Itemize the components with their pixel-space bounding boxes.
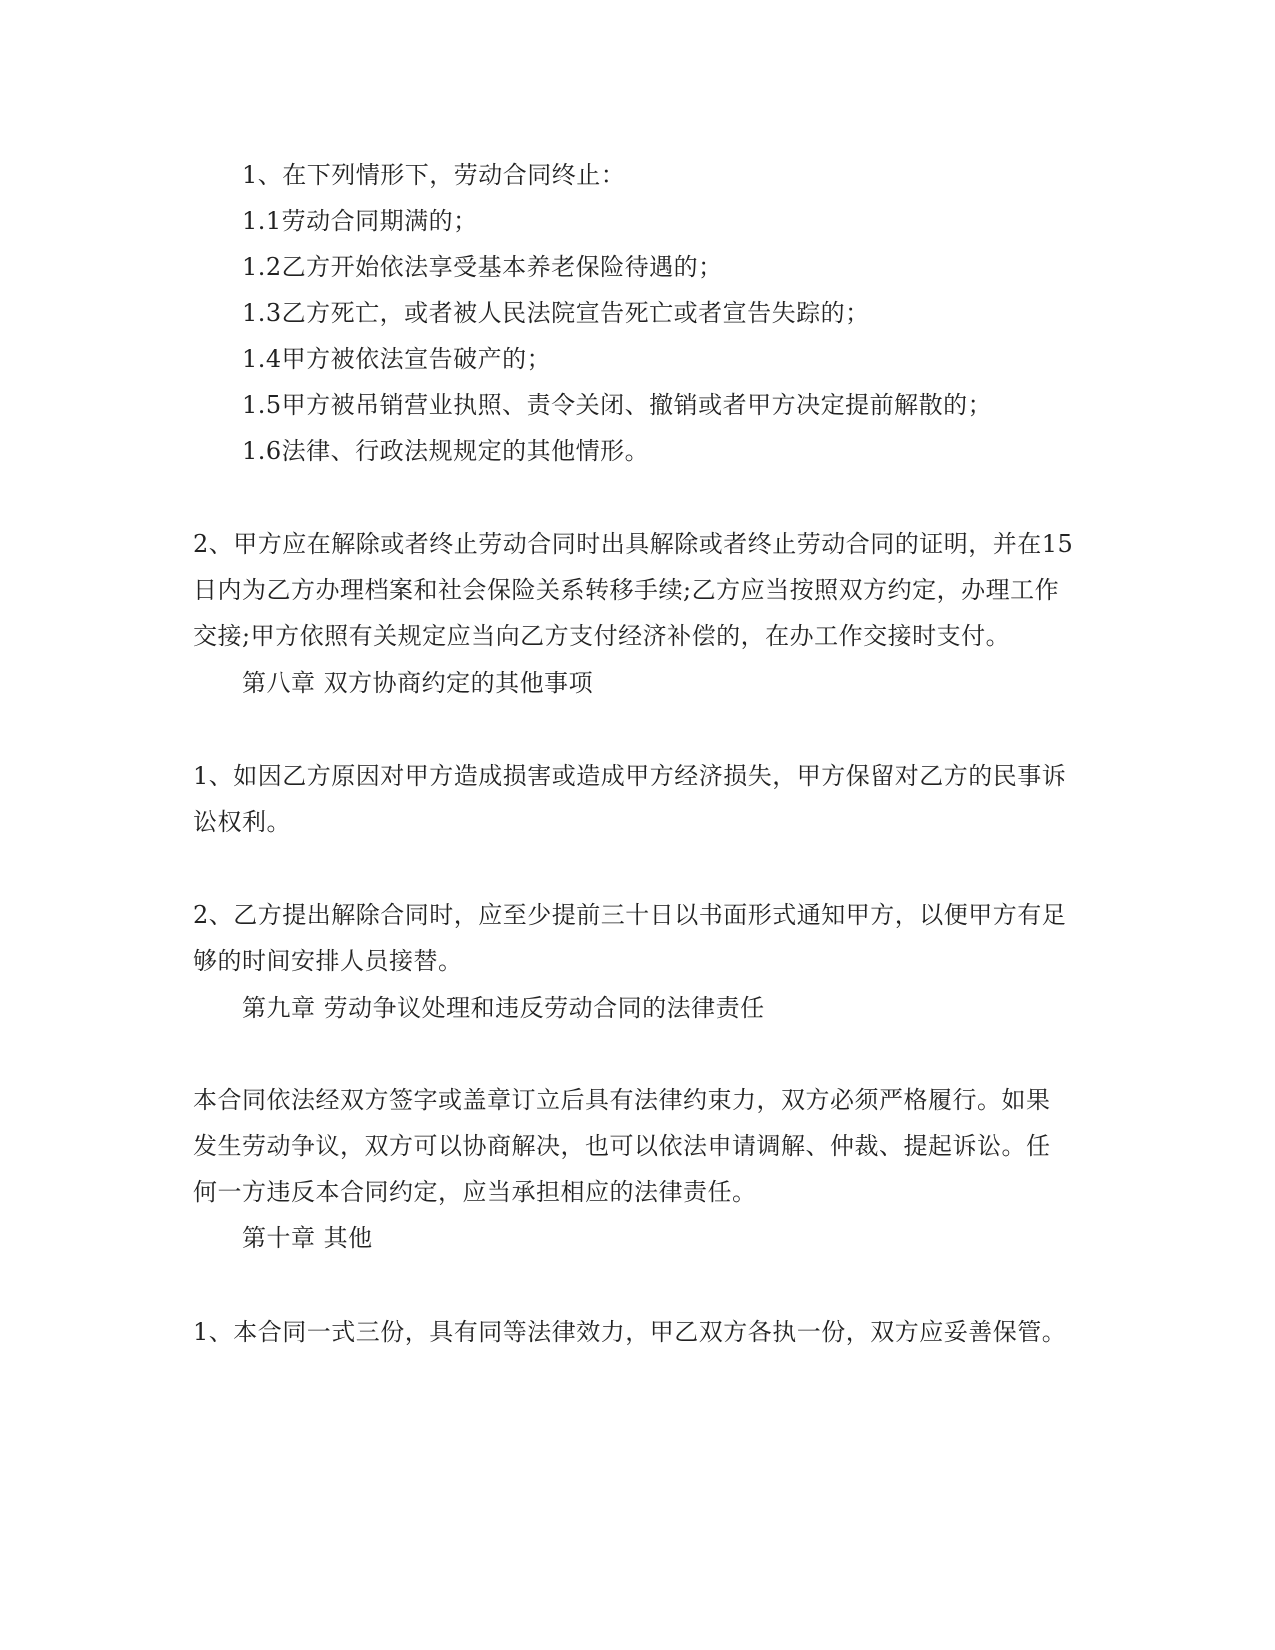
termination-item: 1.2乙方开始依法享受基本养老保险待遇的； xyxy=(242,253,723,281)
clause-2-line: 2、甲方应在解除或者终止劳动合同时出具解除或者终止劳动合同的证明，并在15 xyxy=(193,530,1074,558)
chapter-9-body-line: 何一方违反本合同约定，应当承担相应的法律责任。 xyxy=(193,1178,757,1206)
clause-2-line: 交接;甲方依照有关规定应当向乙方支付经济补偿的，在办工作交接时支付。 xyxy=(193,622,1011,650)
chapter-10-clause-1: 1、本合同一式三份，具有同等法律效力，甲乙双方各执一份，双方应妥善保管。 xyxy=(193,1318,1067,1346)
termination-item: 1.4甲方被依法宣告破产的； xyxy=(242,345,552,373)
termination-item: 1.3乙方死亡，或者被人民法院宣告死亡或者宣告失踪的； xyxy=(242,299,870,327)
termination-item: 1.5甲方被吊销营业执照、责令关闭、撤销或者甲方决定提前解散的； xyxy=(242,391,993,419)
termination-intro: 1、在下列情形下，劳动合同终止： xyxy=(242,161,626,189)
chapter-8-heading: 第八章 双方协商约定的其他事项 xyxy=(242,669,594,697)
termination-item: 1.6法律、行政法规规定的其他情形。 xyxy=(242,437,650,465)
chapter-8-clause-2-line: 2、乙方提出解除合同时，应至少提前三十日以书面形式通知甲方，以便甲方有足 xyxy=(193,901,1067,929)
clause-2-line: 日内为乙方办理档案和社会保险关系转移手续;乙方应当按照双方约定，办理工作 xyxy=(193,576,1060,604)
chapter-8-clause-2-line: 够的时间安排人员接替。 xyxy=(193,947,463,975)
chapter-8-clause-1-line: 1、如因乙方原因对甲方造成损害或造成甲方经济损失，甲方保留对乙方的民事诉 xyxy=(193,762,1067,790)
chapter-9-body-line: 本合同依法经双方签字或盖章订立后具有法律约束力，双方必须严格履行。如果 xyxy=(193,1086,1051,1114)
termination-item: 1.1劳动合同期满的； xyxy=(242,207,478,235)
chapter-9-body-line: 发生劳动争议，双方可以协商解决，也可以依法申请调解、仲裁、提起诉讼。任 xyxy=(193,1132,1051,1160)
chapter-9-heading: 第九章 劳动争议处理和违反劳动合同的法律责任 xyxy=(242,994,765,1022)
chapter-10-heading: 第十章 其他 xyxy=(242,1224,373,1252)
chapter-8-clause-1-line: 讼权利。 xyxy=(193,808,291,836)
